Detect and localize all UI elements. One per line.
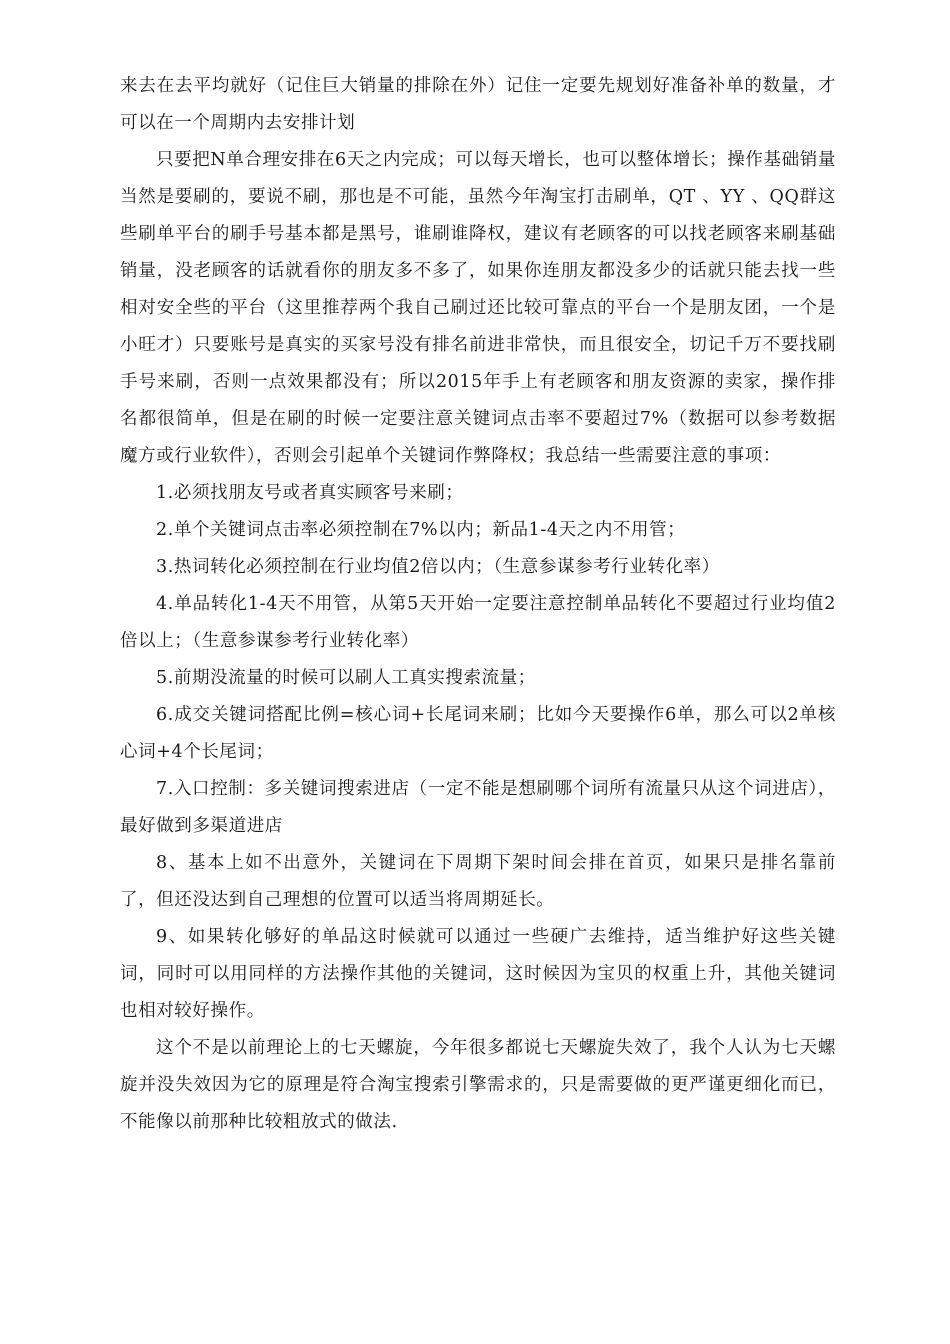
list-item-5: 5.前期没流量的时候可以刷人工真实搜索流量； <box>156 668 536 688</box>
paragraph-body: 只要把N单合理安排在6天之内完成；可以每天增长，也可以整体增长；操作基础销量当然是要刷的，要说不刷，那也是不可能，虽然今年淘宝打击刷单，QT 、YY 、QQ群这些刷单平台的刷手号基本都是黑号，谁刷谁降权，建议有老顾客的可以找老顾客来刷基础销量，没老顾客的话就看你的朋友多不多了，如果你连朋友都没多少的话就只能去找一些相对安全些的平台（这里推荐两个我自己刷过还比较可靠点的平台一个是朋友团，一个是小旺才）只要账号是真实的买家号没有排名前进非常快，而且很安全，切记千万不要找刷手号来刷，否则一点效果都没有；所以2015年手上有老顾客和朋友资源的卖家，操作排名都很简单，但是在刷的时候一定要注意关键词点击率不要超过7%（数据可以参考数据魔方或行业软件），否则会引起单个关键词作弊降权；我总结一些需要注意的事项： <box>120 150 836 466</box>
list-item-7: 7.入口控制：多关键词搜索进店（一定不能是想刷哪个词所有流量只从这个词进店），最好做到多渠道进店 <box>120 779 836 836</box>
list-item-1: 1.必须找朋友号或者真实顾客号来刷； <box>156 483 464 503</box>
list-item-8: 8、基本上如不出意外，关键词在下周期下架时间会排在首页，如果只是排名靠前了，但还没达到自己理想的位置可以适当将周期延长。 <box>120 853 836 910</box>
list-item-4: 4.单品转化1-4天不用管，从第5天开始一定要注意控制单品转化不要超过行业均值2倍以上；（生意参谋参考行业转化率） <box>120 594 836 651</box>
document-page <box>120 68 836 1141</box>
list-item-9: 9、如果转化够好的单品这时候就可以通过一些硬广去维持，适当维护好这些关键词，同时可以用同样的方法操作其他的关键词，这时候因为宝贝的权重上升，其他关键词也相对较好操作。 <box>120 927 836 1021</box>
paragraph-continuation: 来去在去平均就好（记住巨大销量的排除在外）记住一定要先规划好准备补单的数量，才可以在一个周期内去安排计划 <box>120 76 836 133</box>
list-item-3: 3.热词转化必须控制在行业均值2倍以内；（生意参谋参考行业转化率） <box>156 557 720 577</box>
list-item-2: 2.单个关键词点击率必须控制在7%以内；新品1-4天之内不用管； <box>156 520 686 540</box>
list-item-6: 6.成交关键词搭配比例=核心词+长尾词来刷；比如今天要操作6单，那么可以2单核心词+4个长尾词； <box>120 705 836 762</box>
paragraph-conclusion: 这个不是以前理论上的七天螺旋，今年很多都说七天螺旋失效了，我个人认为七天螺旋并没失效因为它的原理是符合淘宝搜索引擎需求的，只是需要做的更严谨更细化而已，不能像以前那种比较粗放式的做法. <box>120 1038 836 1132</box>
